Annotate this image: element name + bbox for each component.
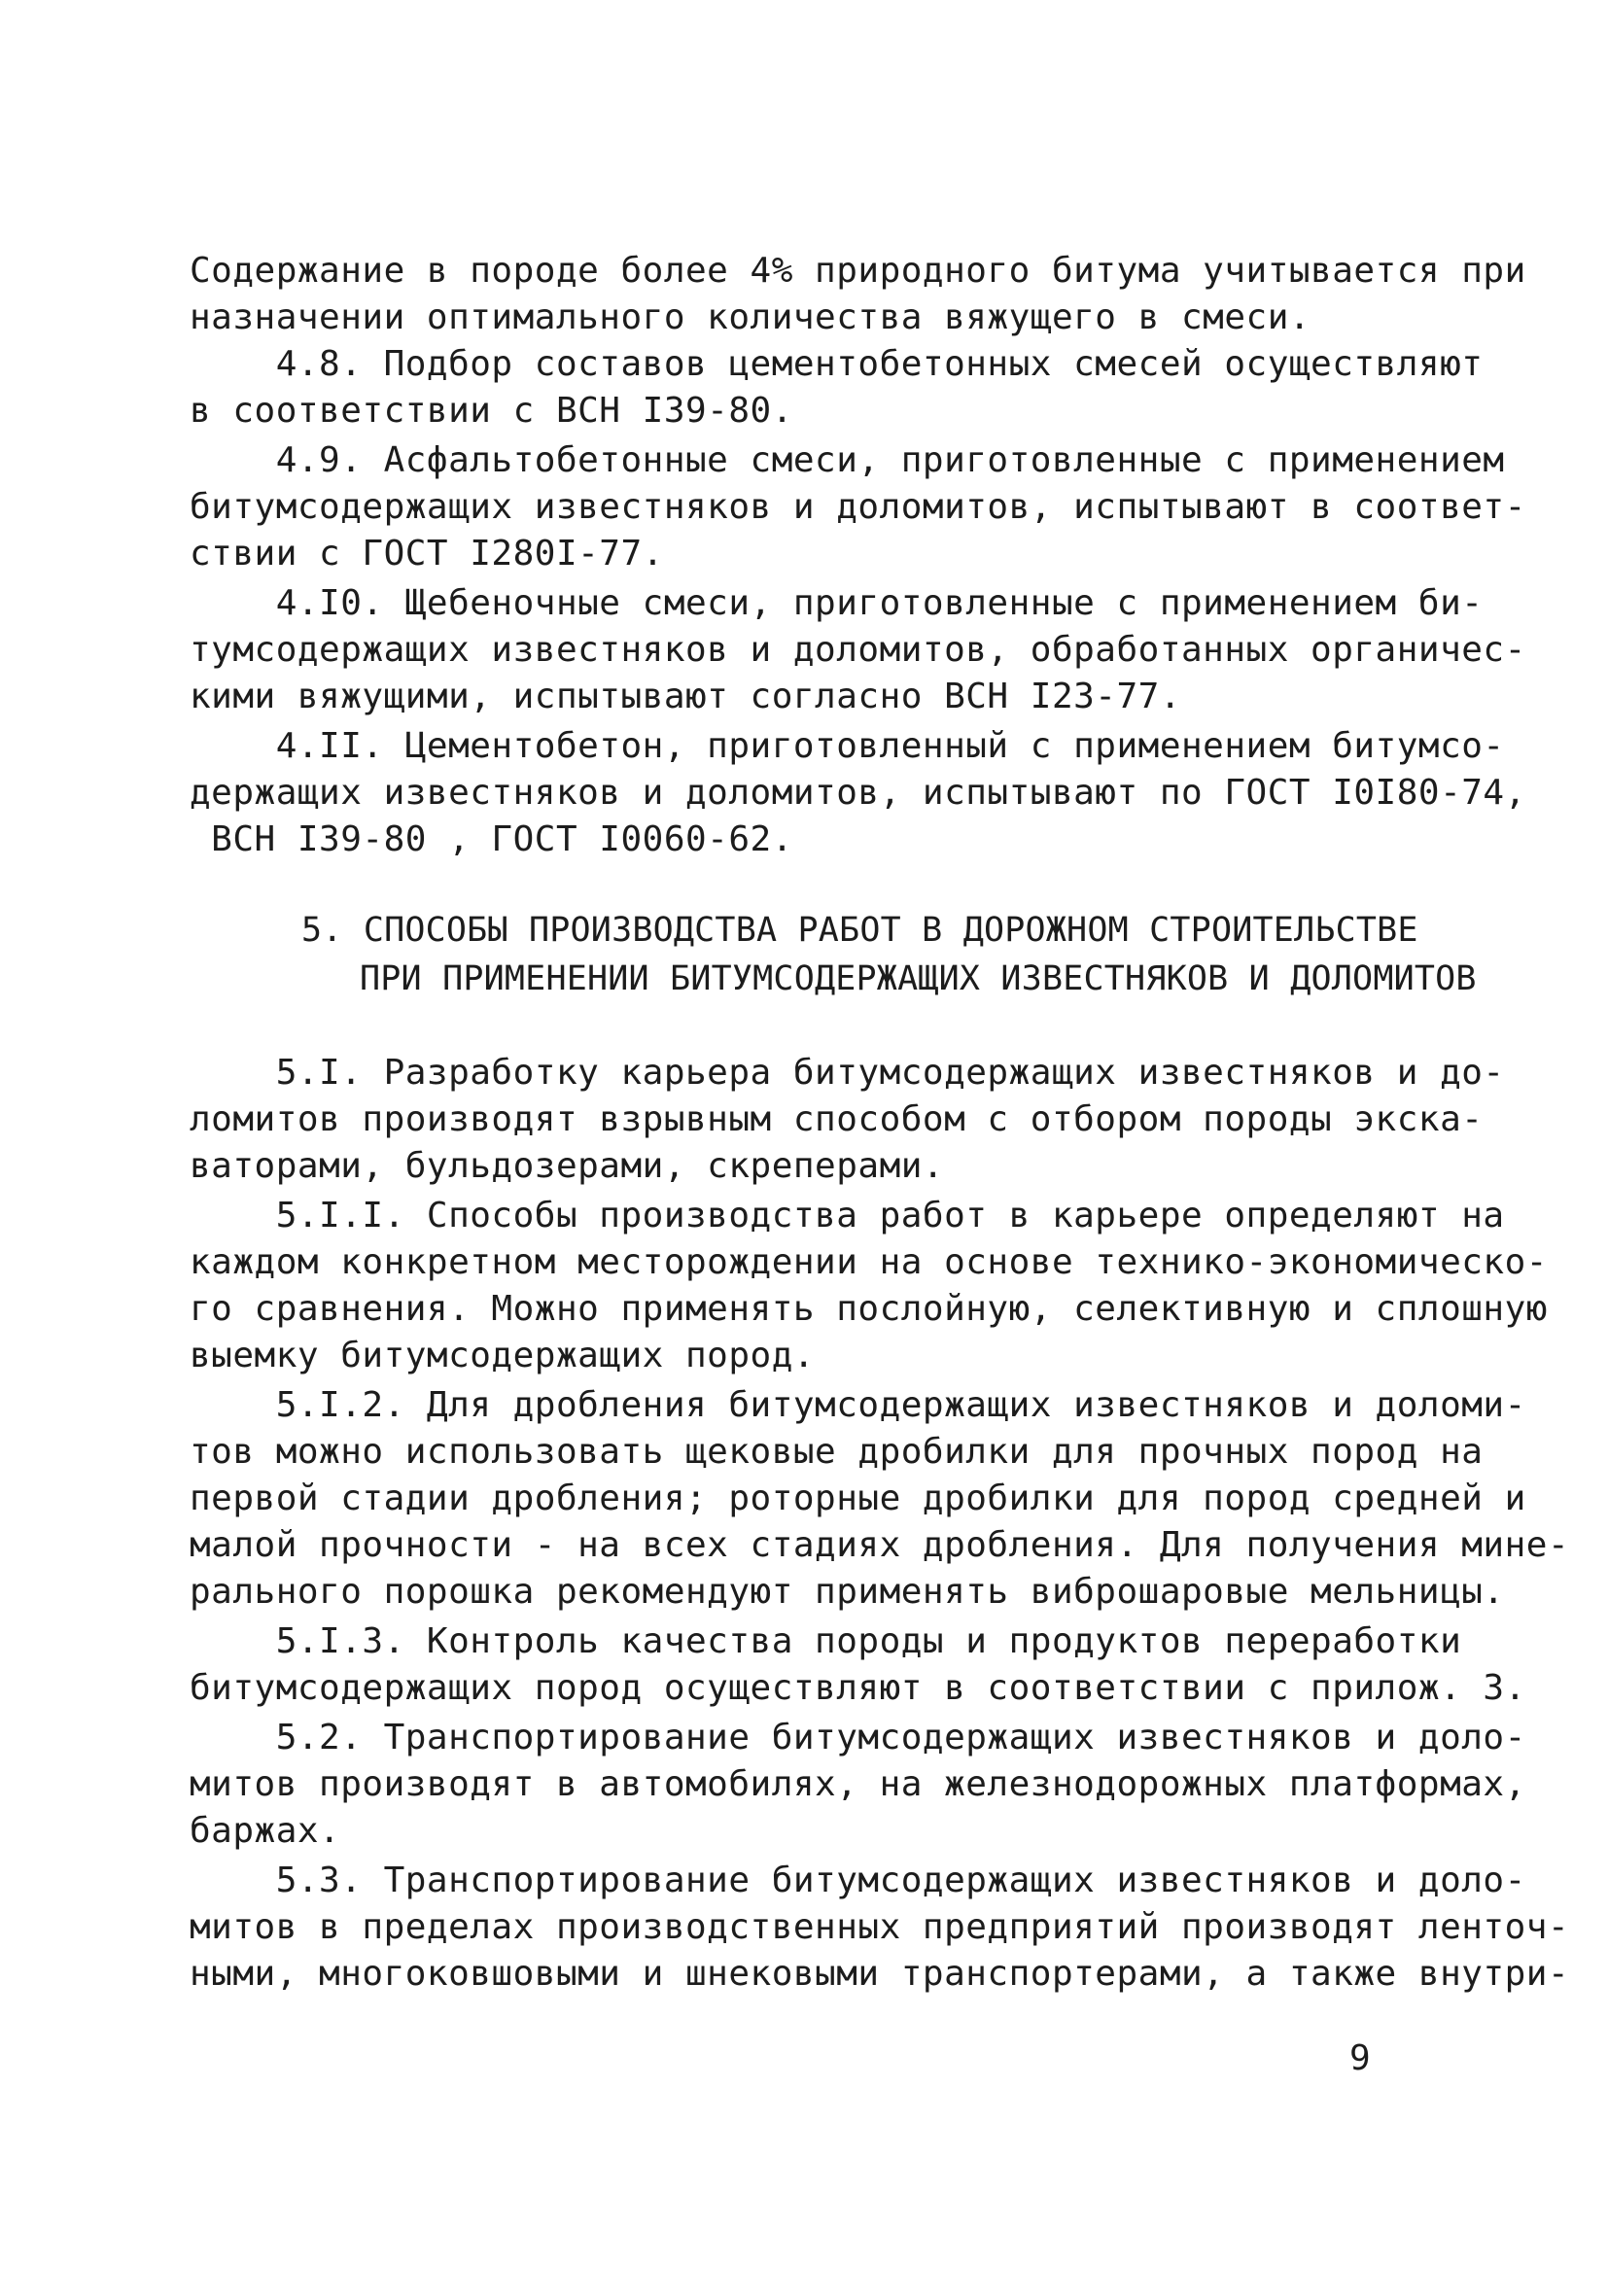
text-line: 4.II. Цементобетон, приготовленный с применением битумсо-: [190, 726, 1505, 766]
text-line: ломитов производят взрывным способом с отбором породы экска-: [190, 1099, 1484, 1139]
text-line: 4.I0. Щебеночные смеси, приготовленные с применением би-: [190, 583, 1484, 623]
text-line: 5.2. Транспортирование битумсодержащих известняков и доло-: [190, 1718, 1526, 1757]
text-line: держащих известняков и доломитов, испытывают по ГОСТ I0I80-74,: [190, 773, 1526, 813]
text-line: ствии с ГОСТ I280I-77.: [190, 534, 664, 574]
text-line: ваторами, бульдозерами, скреперами.: [190, 1146, 945, 1186]
section-heading-line-2: ПРИ ПРИМЕНЕНИИ БИТУМСОДЕРЖАЩИХ ИЗВЕСТНЯКОВ И ДОЛОМИТОВ: [360, 959, 1477, 998]
text-line: битумсодержащих пород осуществляют в соответствии с прилож. 3.: [190, 1668, 1526, 1708]
text-line: 4.8. Подбор составов цементобетонных смесей осуществляют: [190, 344, 1484, 384]
text-line: го сравнения. Можно применять послойную, селективную и сплошную: [190, 1289, 1548, 1329]
text-line: тов можно использовать щековые дробилки для прочных пород на: [190, 1432, 1484, 1472]
text-line: баржах.: [190, 1811, 341, 1851]
text-line: ными, многоковшовыми и шнековыми транспортерами, а также внутри-: [190, 1954, 1570, 1994]
text-line: митов в пределах производственных предприятий производят ленточ-: [190, 1907, 1570, 1947]
text-line: первой стадии дробления; роторные дробилки для пород средней и: [190, 1478, 1526, 1518]
text-line: 4.9. Асфальтобетонные смеси, приготовленные с применением: [190, 440, 1505, 480]
text-line: в соответствии с ВСН I39-80.: [190, 391, 793, 431]
text-line: кими вяжущими, испытывают согласно ВСН I23-77.: [190, 677, 1181, 716]
text-line: 5.I.3. Контроль качества породы и продуктов переработки: [190, 1621, 1462, 1661]
text-line: 5.I.I. Способы производства работ в карьере определяют на: [190, 1196, 1505, 1235]
text-line: 5.I.2. Для дробления битумсодержащих известняков и доломи-: [190, 1385, 1526, 1425]
text-line: 5.I. Разработку карьера битумсодержащих известняков и до-: [190, 1053, 1505, 1093]
text-line: малой прочности - на всех стадиях дробления. Для получения мине-: [190, 1525, 1570, 1565]
text-line: ВСН I39-80 , ГОСТ I0060-62.: [190, 819, 793, 859]
text-line: Содержание в породе более 4% природного битума учитывается при: [190, 251, 1526, 291]
text-line: назначении оптимального количества вяжущего в смеси.: [190, 297, 1311, 337]
text-line: митов производят в автомобилях, на железнодорожных платформах,: [190, 1764, 1526, 1804]
text-line: битумсодержащих известняков и доломитов, испытывают в соответ-: [190, 487, 1526, 527]
section-heading-line-1: 5. СПОСОБЫ ПРОИЗВОДСТВА РАБОТ В ДОРОЖНОМ СТРОИТЕЛЬСТВЕ: [301, 911, 1418, 950]
text-line: каждом конкретном месторождении на основе технико-экономическо-: [190, 1242, 1548, 1282]
text-line: рального порошка рекомендуют применять виброшаровые мельницы.: [190, 1572, 1505, 1612]
text-line: выемку битумсодержащих пород.: [190, 1336, 816, 1375]
text-line: тумсодержащих известняков и доломитов, обработанных органичес-: [190, 630, 1526, 670]
text-line: 5.3. Транспортирование битумсодержащих известняков и доло-: [190, 1861, 1526, 1900]
page-number: 9: [1349, 2038, 1371, 2078]
